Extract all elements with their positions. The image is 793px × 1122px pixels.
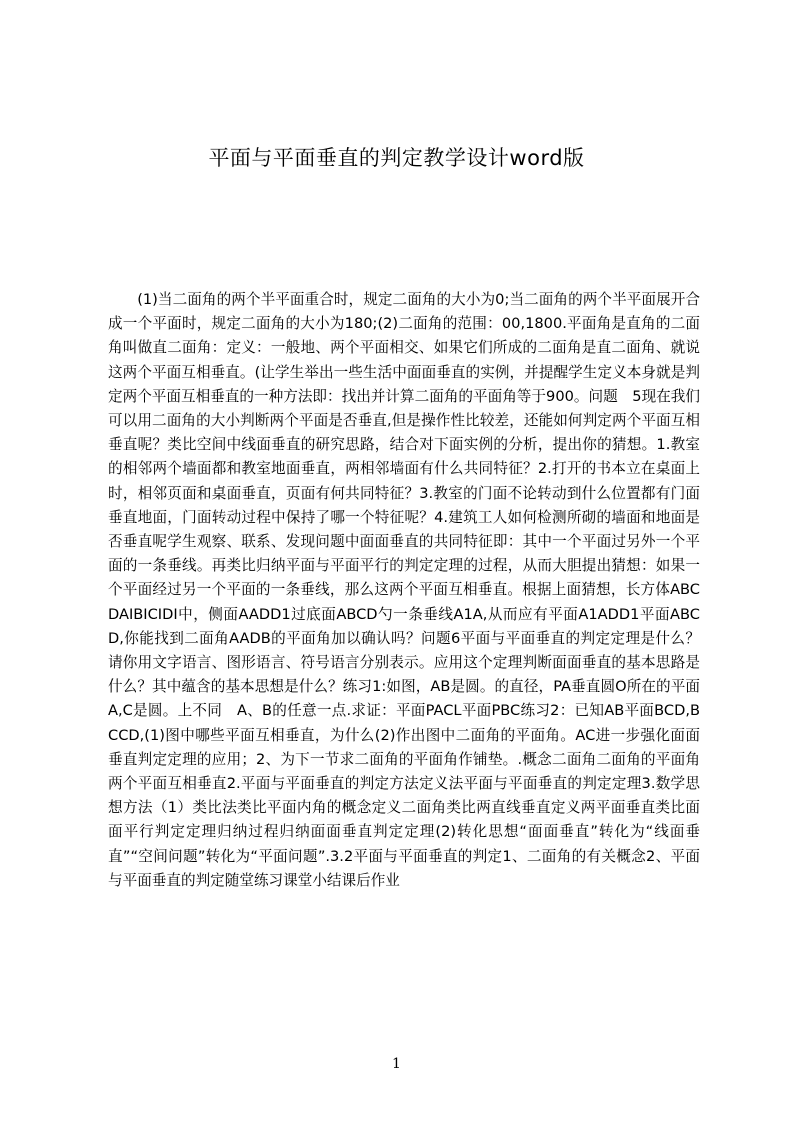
page-number: 1	[392, 1056, 401, 1072]
body-paragraph: (1)当二面角的两个半平面重合时，规定二面角的大小为0;当二面角的两个半平面展开合成一个平面时，规定二面角的大小为180;(2)二面角的范围：00,1800.平面角是直角的二面角叫做直二面角：定义：一般地、两个平面相交、如果它们所成的二面角是直二面角、就说这两个平面互相垂直。(让学生举出一些生活中面面垂直的实例，并提醒学生定义本身就是判定两个平面互相垂直的一种方法即：找出并计算二面角的平面角等于900。问题 5现在我们可以用二面角的大小判断两个平面是否垂直,但是操作性比较差，还能如何判定两个平面互相垂直呢？类比空间中线面垂直的研究思路，结合对下面实例的分析，提出你的猜想。1.教室的相邻两个墙面都和教室地面垂直，两相邻墙面有什么共同特征？2.打开的书本立在桌面上时，相邻页面和桌面垂直，页面有何共同特征？3.教室的门面不论转动到什么位置都有门面垂直地面，门面转动过程中保持了哪一个特征呢？4.建筑工人如何检测所砌的墙面和地面是否垂直呢学生观察、联系、发现问题中面面垂直的共同特征即：其中一个平面过另外一个平面的一条垂线。再类比归纳平面与平面平行的判定定理的过程，从而大胆提出猜想：如果一个平面经过另一个平面的一条垂线，那么这两个平面互相垂直。根据上面猜想，长方体ABCDAIBICIDI中，侧面AADD1过底面ABCD勺一条垂线A1A,从而应有平面A1ADD1平面ABCD,你能找到二面角AADB的平面角加以确认吗？问题6平面与平面垂直的判定定理是什么？请你用文字语言、图形语言、符号语言分别表示。应用这个定理判断面面垂直的基本思路是什么？其中蕴含的基本思想是什么？练习1:如图，AB是圆。的直径，PA垂直圆O所在的平面A,C是圆。上不同 A、B的任意一点.求证：平面PACL平面PBC练习2：已知AB平面BCD,BCCD,(1)图中哪些平面互相垂直，为什么(2)作出图中二面角的平面角。AC进一步强化面面垂直判定定理的应用；2、为下一节求二面角的平面角作铺垫。.概念二面角二面角的平面角两个平面互相垂直2.平面与平面垂直的判定方法定义法平面与平面垂直的判定定理3.数学思想方法（1）类比法类比平面内角的概念定义二面角类比两直线垂直定义两平面垂直类比面面平行判定定理归纳过程归纳面面垂直判定定理(2)转化思想“面面垂直”转化为“线面垂直”“空间问题”转化为“平面问题”.3.2平面与平面垂直的判定1、二面角的有关概念2、平面与平面垂直的判定随堂练习课堂小结课后作业	[108, 291, 700, 889]
document-title: 平面与平面垂直的判定教学设计word版	[208, 146, 585, 170]
